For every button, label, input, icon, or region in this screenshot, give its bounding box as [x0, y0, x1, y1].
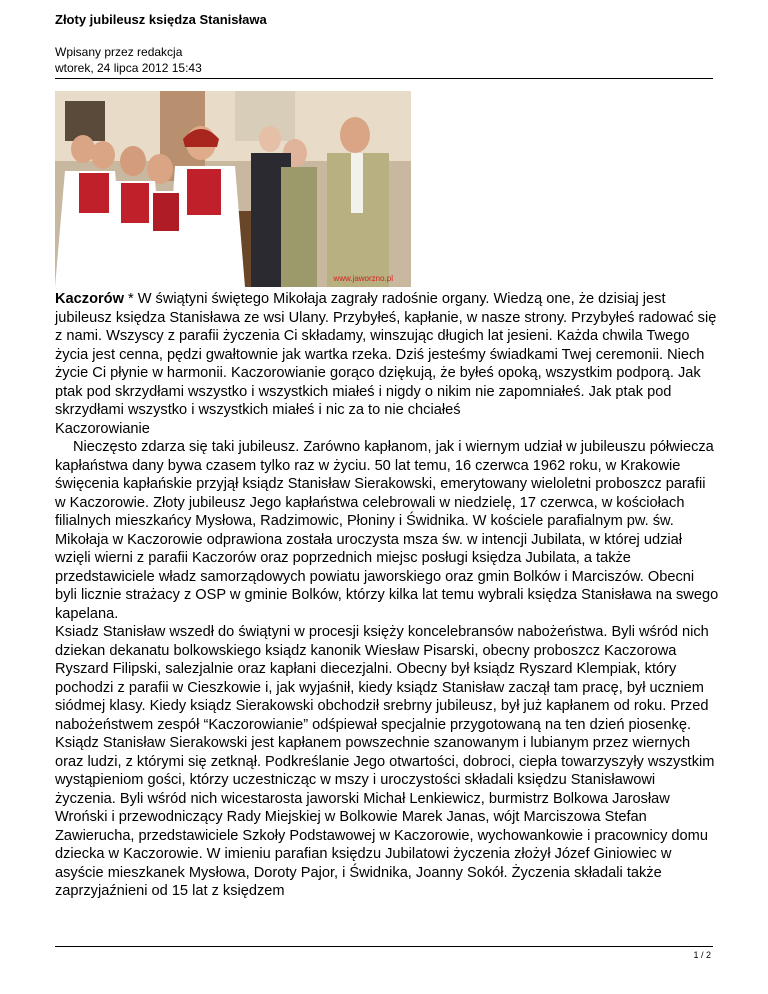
header-divider [55, 78, 713, 79]
article-meta [55, 44, 202, 76]
article-photo [55, 91, 411, 287]
article-title: Złoty jubileusz księdza Stanisława [55, 12, 267, 27]
lead-text: * W świątyni świętego Mikołaja zagrały radośnie organy. Wiedzą one, że dzisiaj jest jubileusz księdza Stanisława ze wsi Ulany. Przybyłeś, kapłanie, w nasze strony. Przybyłeś radować się z nami. Wszyscy z parafii życzenia Ci składamy, winszując długich lat jesieni. Każda chwila Twego życia jest cenna, pędzi gwałtownie jak wartka rzeka. Dziś jesteśmy świadkami Twej ceremonii. Niech życie Ci płynie w harmonii. Kaczorowianie gorąco dziękują, że byłeś opoką, wszystkim podporą. Jak ptak pod skrzydłami wszystko i wszystkich miałeś i nigdy o nikim nie zapomniałeś. Jak ptak pod skrzydłami wszystko i wszystkich miałeś i nic za to nie chciałeś [55, 291, 717, 418]
signature: Kaczorowianie [55, 420, 150, 437]
lead-bold: Kaczorów [55, 291, 124, 307]
article-body [55, 290, 719, 901]
author-line: Wpisany przez redakcja [55, 45, 183, 59]
paragraph: Ksiądz Stanisław Sierakowski jest kapłanem powszechnie szanowanym i lubianym przez wiernych oraz ludzi, z którymi się zetknął. Podkreślanie Jego otwartości, dobroci, ciepła towarzyszyły wszystkim wystąpieniom gości, którzy uczestnicząc w mszy i uroczystości składali księdzu Stanisławowi życzenia. Byli wśród nich wicestarosta jaworski Michał Lenkiewicz, burmistrz Bolkowa Jarosław Wroński i przewodniczący Rady Miejskiej w Bolkowie Marek Janas, wójt Marciszowa Stefan Zawierucha, przedstawiciele Szkoły Podstawowej w Kaczorowie, wychowankowie i pracownicy domu dziecka w Kaczorowie. W imieniu parafian księdzu Jubilatowi życzenia złożył Józef Giniowiec w asyście mieszkanek Mysłowa, Doroty Pajor, i Świdnika, Joanny Sokół. Życzenia składali także zaprzyjaźnieni od 15 lat z księdzem [55, 735, 715, 899]
lead-paragraph [55, 290, 719, 420]
paragraph: Ksiadz Stanisław wszedł do świątyni w procesji księży koncelebransów nabożeństwa. Byli wśród nich dziekan dekanatu bolkowskiego ksiądz kanonik Wiesław Pisarski, obecny proboszcz Kaczorowa Ryszard Filipski, salezjalnie oraz kapłani diecezjalni. Obecny był ksiądz Ryszard Klempiak, który pochodzi z parafii w Cieszkowie i, jak wyjaśnił, kiedy ksiądz Stanisław zaczął tam pracę, był uczniem siódmej klasy. Kiedy ksiądz Sierakowski obchodził srebrny jubileusz, był już kapłanem od roku. Przed nabożeństwem zespół “Kaczorowianie” odśpiewał specjalnie przygotowaną na ten dzień piosenkę. [55, 624, 709, 733]
page-number: 1 / 2 [693, 950, 711, 960]
photo-watermark: www.jaworzno.pl [333, 274, 393, 283]
footer-divider [55, 946, 713, 947]
paragraph: Nieczęsto zdarza się taki jubileusz. Zarówno kapłanom, jak i wiernym udział w jubileuszu półwiecza kapłaństwa dany bywa czasem tylko raz w życiu. 50 lat temu, 16 czerwca 1962 roku, w Krakowie święcenia kapłańskie przyjął ksiądz Stanisław Sierakowski, emerytowany wieloletni proboszcz parafii w Kaczorowie. Złoty jubileusz Jego kapłaństwa celebrowali w niedzielę, 17 czerwca, w kościołach filialnych mieszkańcy Mysłowa, Radzimowic, Płoniny i Świdnika. W kościele parafialnym pw. św. Mikołaja w Kaczorowie odprawiona została uroczysta msza św. w intencji Jubilata, w której udział wzięli wierni z parafii Kaczorów oraz poprzednich miejsc posługi księdza Jubilata, a także przedstawiciele władz samorządowych powiatu jaworskiego oraz gmin Bolków i Marciszów. Obecni byli licznie strażacy z OSP w gminie Bolków, którzy kilka lat temu wybrali księdza Stanisława na swego kapelana. [55, 439, 719, 622]
date-line: wtorek, 24 lipca 2012 15:43 [55, 61, 202, 75]
